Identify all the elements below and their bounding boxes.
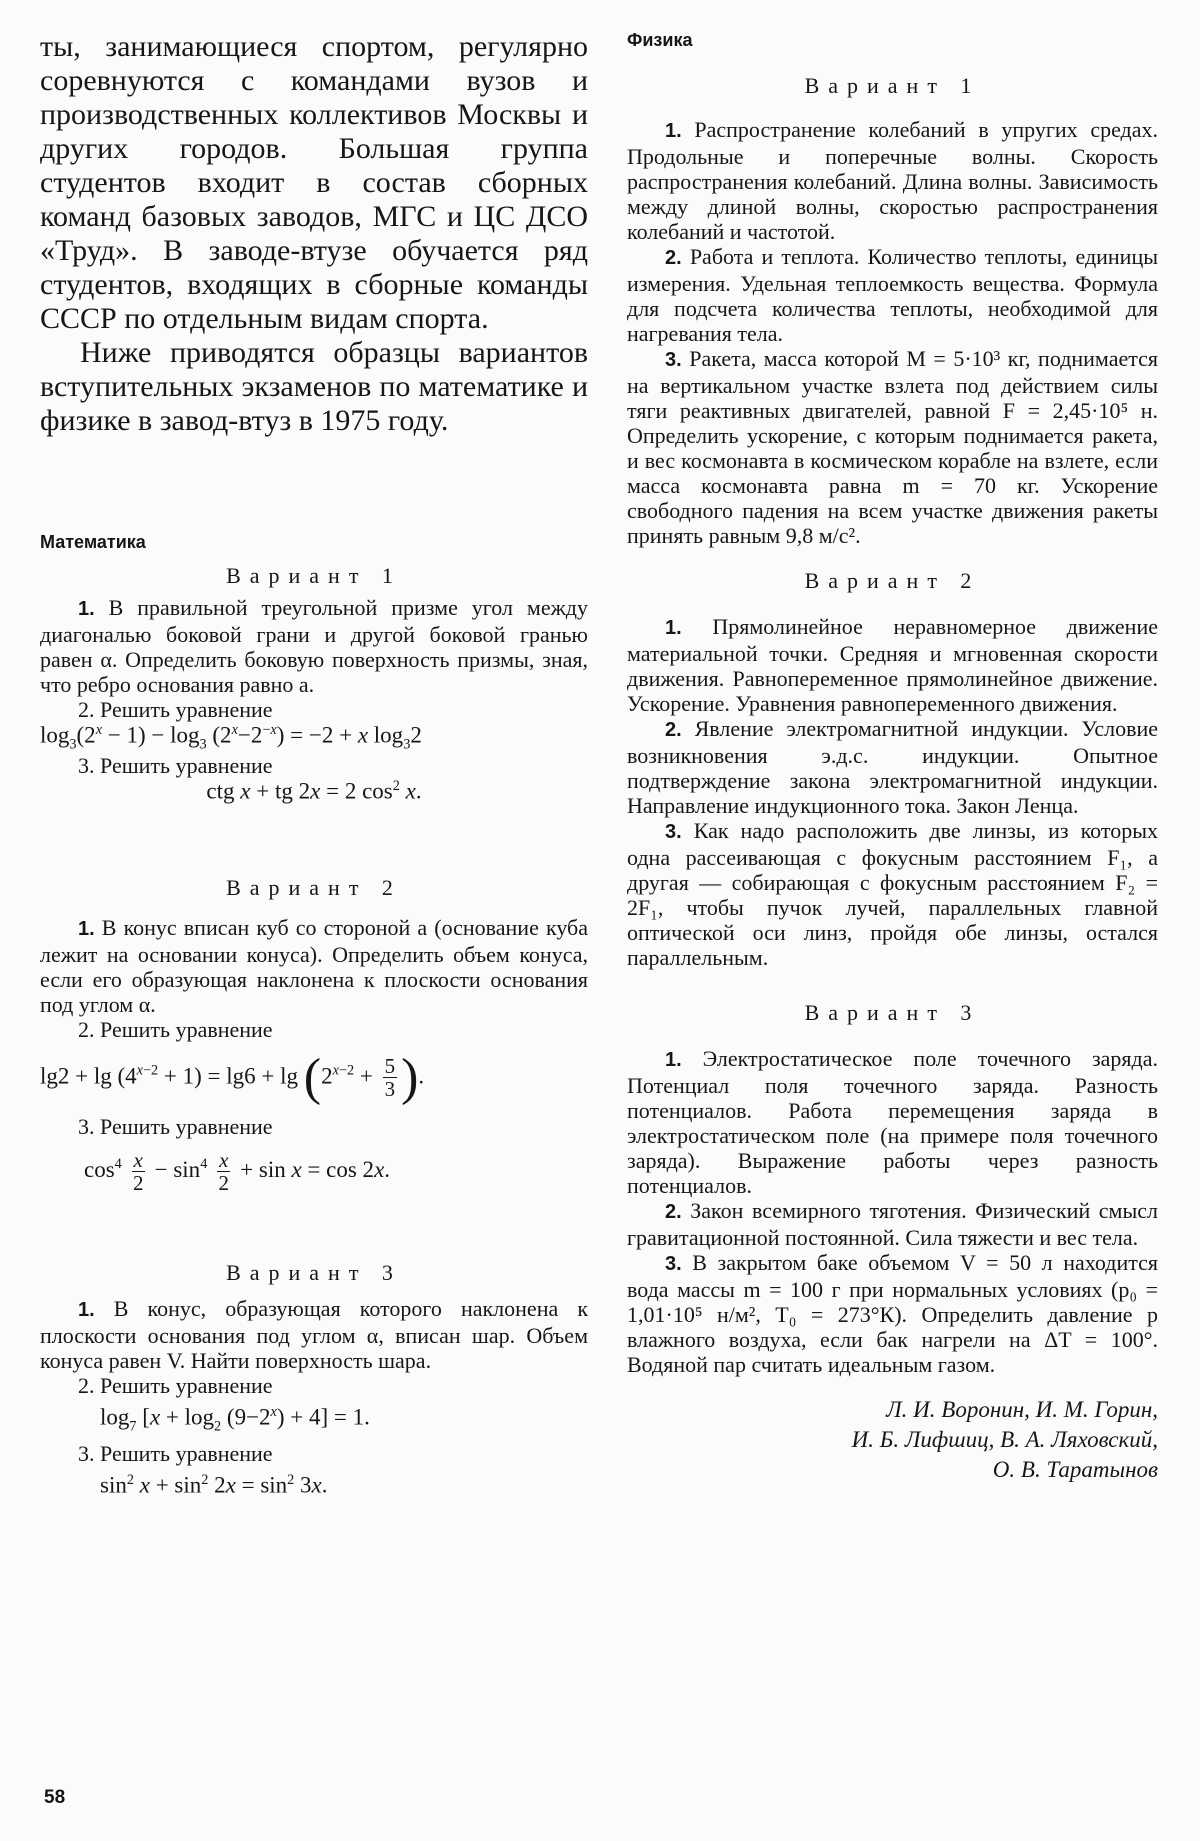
phys-v2-task-1 <box>627 614 1158 716</box>
math-v1-task-1 <box>40 595 588 697</box>
phys-v1-task-1 <box>627 117 1158 244</box>
intro-paragraph-1: ты, занимающиеся спортом, регулярно соревнуются с командами вузов и производственных коллективов Москвы и других городов. Большая группа студентов входит в состав сборных команд базовых заводов, МГС и ЦС ДСО «Труд». В заводе-втузе обучается ряд студентов, входящих в сборные команды СССР по отдельным видам спорта. <box>40 30 588 335</box>
task-text: Распространение колебаний в упругих средах. Продольные и поперечные волны. Скорость распространения колебаний. Длина волны. Зависимость между длиной волны, скоростью распространения колебаний и частотой. <box>627 117 1159 244</box>
task-text: Электростатическое поле точечного заряда. Потенциал поля точечного заряда. Разность потенциалов. Работа перемещения заряда в электростатическом поле (на примере поля точечного заряда). Выражение работы через разность потенциалов. <box>627 1046 1159 1198</box>
task-text: Как надо расположить две линзы, из которых одна рассеивающая с фокусным расстоянием F₁, а другая — собирающая с фокусным расстоянием F₂ = 2F₁, чтобы пучок лучей, параллельных главной оптической оси линз, пройдя обе линзы, остался параллельным. <box>627 818 1158 970</box>
math-v3-equation-3: $\sin^2 x + \sin^2 2x = \sin^2 3x$. <box>100 1472 328 1498</box>
left-column <box>40 30 588 1499</box>
intro-paragraph-2: Ниже приводятся образцы вариантов вступительных экзаменов по математике и физике в завод-втуз в 1975 году. <box>40 336 588 437</box>
phys-v3-task-3 <box>627 1250 1158 1377</box>
math-v3-task-1 <box>40 1296 588 1373</box>
phys-v3-task-2 <box>627 1198 1158 1250</box>
task-text: Закон всемирного тяготения. Физический смысл гравитационной постоянной. Сила тяжести и вес тела. <box>627 1198 1158 1250</box>
task-text: В конус, образующая которого наклонена к плоскости основания под углом α, вписан шар. Объем конуса равен V. Найти поверхность шара. <box>40 1296 589 1373</box>
math-v2-equation-2: $\lg 2 + \lg (4^{x-2} + 1) = \lg 6 + \lg (2^{x-2}$ + $\frac{5}{3}$ ). <box>40 1048 425 1106</box>
task-text: Работа и теплота. Количество теплоты, единицы измерения. Удельная теплоемкость вещества. Формула для подсчета количества теплоты, необходимой для нагревания тела. <box>627 244 1159 346</box>
math-v3-task-2: 2. Решить уравнение <box>78 1373 273 1398</box>
phys-v2-task-3 <box>627 818 1158 970</box>
task-number: 1. <box>665 1049 682 1071</box>
math-v1-equation-3: ctg x + tg 2x = 2 $\cos^2 x$. <box>206 778 422 804</box>
task-text: В правильной треугольной призме угол между диагональю боковой грани и другой боковой гранью равен α. Определить боковую поверхность призмы, зная, что ребро основания равно a. <box>40 595 588 697</box>
math-v1-task-3: 3. Решить уравнение <box>78 753 273 779</box>
fraction-x-2: $\frac{x}{2}$ <box>218 1147 229 1195</box>
authors-line-3: О. В. Таратынов <box>992 1457 1158 1482</box>
phys-variant-1-title: Вариант 1 <box>804 73 981 98</box>
phys-v2-task-2 <box>627 716 1158 818</box>
task-number: 1. <box>78 917 95 940</box>
math-v3-equation-2: $\log_7 [x + \log_2 (9-2^x) + 4] = 1$. <box>100 1404 370 1435</box>
task-text: В конус вписан куб со стороной a (основание куба лежит на основании конуса). Определить объем конуса, если его образующая наклонена к плоскости основания под углом α. <box>40 914 588 1017</box>
math-v2-task-1 <box>40 915 588 1017</box>
fraction-5-3: $\frac{5}{3}$ <box>384 1054 396 1102</box>
task-text: Ракета, масса которой M = 5·10³ кг, поднимается на вертикальном участке взлета под действием силы тяги реактивных двигателей, равной F = 2,45·10⁵ н. Определить ускорение, с которым поднимается ракета, и вес космонавта в космическом корабле на взлете, если масса космонавта равна m = 70 кг. Ускорение свободного падения на всем участке движения ракеты принять равным 9,8 м/с². <box>627 346 1158 548</box>
task-text: Явление электромагнитной индукции. Условие возникновения э.д.с. индукции. Опытное подтверждение закона электромагнитной индукции. Направление индукционного тока. Закон Ленца. <box>627 716 1158 818</box>
task-number: 1. <box>78 1299 95 1321</box>
task-number: 2. <box>665 719 682 741</box>
page-number: 58 <box>44 1787 66 1808</box>
fraction-x-2: $\frac{x}{2}$ <box>132 1147 144 1195</box>
phys-v1-task-3 <box>627 346 1158 548</box>
authors-line-1: Л. И. Воронин, И. М. Горин, <box>886 1397 1158 1422</box>
phys-variant-3-title: Вариант 3 <box>804 1000 981 1025</box>
phys-variant-2-title: Вариант 2 <box>804 568 981 593</box>
math-variant-3-title: Вариант 3 <box>226 1260 402 1285</box>
task-number: 3. <box>665 349 682 371</box>
right-column <box>627 30 1158 1485</box>
math-v1-equation-2: $\log_3(2^x - 1) - \log_3 (2^x-2^{-x}) = -2 + x$ $\log_32$ <box>40 722 422 753</box>
task-number: 1. <box>665 617 682 639</box>
task-number: 1. <box>78 598 95 620</box>
task-number: 3. <box>665 1253 682 1275</box>
math-variant-2-title: Вариант 2 <box>226 874 402 900</box>
math-v2-equation-3: $\cos^4$ $\frac{x}{2}$ − $\sin^4$ $\frac{x}{2}$ + sin x = cos 2x. <box>84 1147 391 1195</box>
task-text: В закрытом баке объемом V = 50 л находится вода массы m = 100 г при нормальных условиях (p₀ = 1,01·10⁵ н/м², T₀ = 273°К). Определить давление p влажного воздуха, если бак нагрели на ΔT = 100°. Водяной пар считать идеальным газом. <box>627 1250 1158 1377</box>
authors-line-2: И. Б. Лифшиц, В. А. Ляховский, <box>851 1427 1158 1452</box>
math-v2-task-3: 3. Решить уравнение <box>78 1113 273 1139</box>
math-v1-task-2: 2. Решить уравнение <box>78 697 273 722</box>
phys-v1-task-2 <box>627 244 1158 346</box>
task-text: Прямолинейное неравномерное движение материальной точки. Средняя и мгновенная скорости движения. Равнопеременное прямолинейное движение. Ускорение. Уравнения равнопеременного движения. <box>627 614 1158 716</box>
task-number: 2. <box>665 247 682 269</box>
math-variant-1-title: Вариант 1 <box>226 563 402 588</box>
task-number: 2. <box>665 1201 682 1223</box>
physics-section-title: Физика <box>627 30 693 50</box>
math-section-title: Математика <box>40 532 146 552</box>
math-v3-task-3: 3. Решить уравнение <box>78 1441 273 1467</box>
math-v2-task-2: 2. Решить уравнение <box>78 1016 273 1042</box>
task-number: 3. <box>665 821 682 843</box>
task-number: 1. <box>665 120 682 142</box>
phys-v3-task-1 <box>627 1046 1158 1198</box>
